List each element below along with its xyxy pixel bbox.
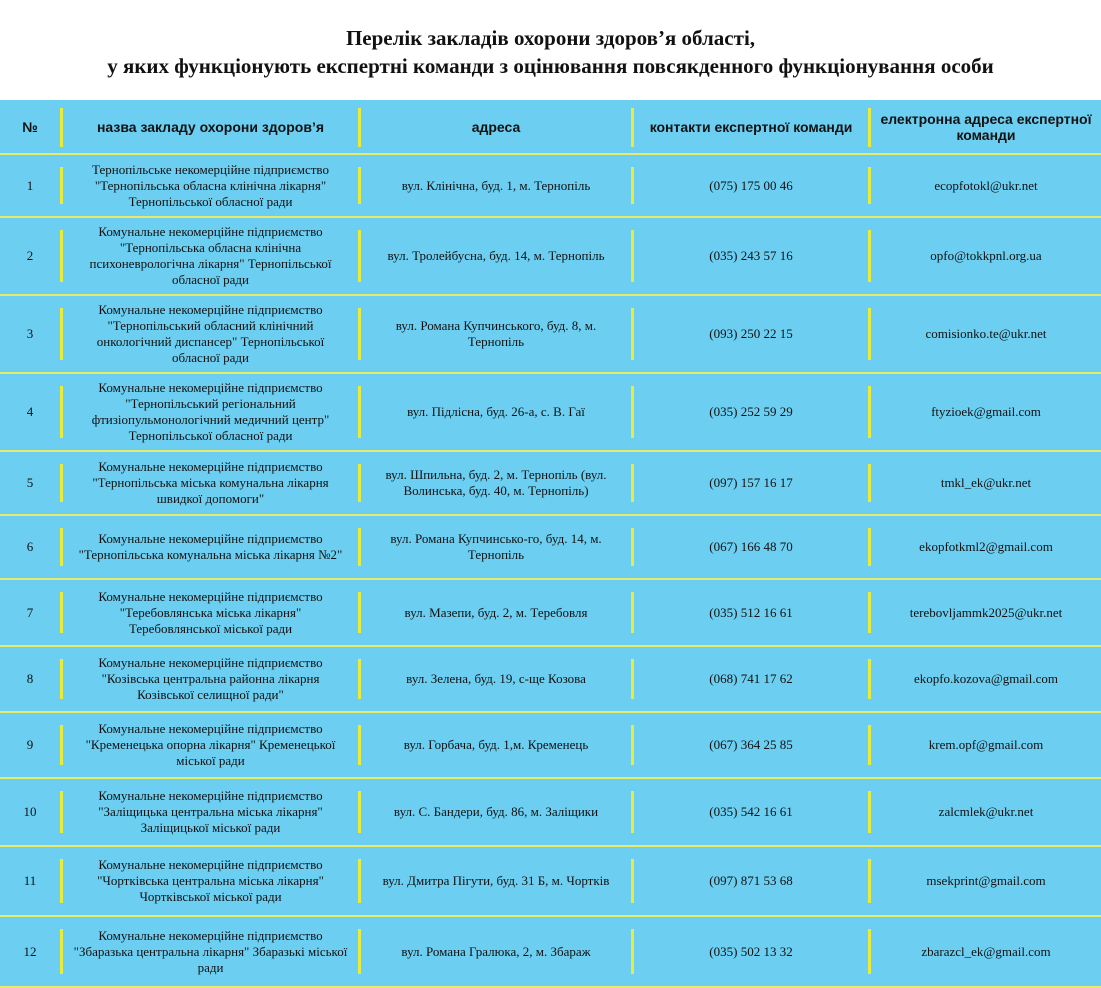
team-phone: (068) 741 17 62 (709, 671, 793, 686)
table-row (0, 218, 1101, 296)
row-number: 4 (26, 404, 34, 419)
team-email: zalcmlek@ukr.net (938, 804, 1034, 819)
table-row (0, 847, 1101, 917)
facility-address: вул. Романа Купчинського, буд. 8, м. Тернопіль (395, 318, 597, 349)
team-email: zbarazcl_ek@gmail.com (921, 943, 1051, 959)
facility-address: вул. Клінічна, буд. 1, м. Тернопіль (401, 177, 591, 193)
facility-name: Комунальне некомерційне підприємство "Тернопільська комунальна міська лікарня №2" (78, 531, 343, 562)
facility-name: Комунальне некомерційне підприємство "Тернопільська обласна клінічна психоневрологічна лікарня" Тернопільської обласної ради (89, 224, 332, 287)
team-phone: (097) 871 53 68 (709, 873, 793, 888)
facility-name: Комунальне некомерційне підприємство "Збаразька центральна лікарня" Збаразькі міської ради (73, 927, 348, 975)
facilities-table (0, 100, 1101, 988)
team-email: terebovljammk2025@ukr.net (909, 604, 1063, 620)
team-email: opfo@tokkpnl.org.ua (930, 248, 1042, 263)
table-row (0, 917, 1101, 988)
row-number: 12 (23, 943, 37, 959)
row-number: 8 (26, 671, 34, 686)
table-row (0, 580, 1101, 647)
team-phone: (035) 512 16 61 (709, 604, 793, 620)
facility-address: вул. Зелена, буд. 19, с-ще Козова (406, 671, 586, 686)
team-phone: (067) 364 25 85 (709, 737, 793, 752)
table-row (0, 374, 1101, 452)
row-number: 3 (26, 326, 34, 341)
row-number: 7 (26, 604, 34, 620)
team-email: krem.opf@gmail.com (928, 737, 1044, 752)
header-email: електронна адреса експертної команди (880, 110, 1092, 143)
table-header (0, 100, 1101, 155)
team-email: ekopfotkml2@gmail.com (919, 539, 1053, 554)
facility-address: вул. Дмитра Пігути, буд. 31 Б, м. Чортків (382, 873, 610, 888)
team-phone: (035) 542 16 61 (709, 804, 793, 819)
team-phone: (035) 252 59 29 (709, 404, 793, 419)
table-row (0, 779, 1101, 847)
facility-name: Комунальне некомерційне підприємство "Тернопільський обласний клінічний онкологічний диспансер" Тернопільської обласної ради (96, 302, 325, 365)
row-number: 5 (26, 475, 34, 490)
team-email: tmkl_ek@ukr.net (940, 475, 1032, 490)
team-email: ekopfo.kozova@gmail.com (913, 671, 1059, 686)
team-phone: (067) 166 48 70 (709, 539, 793, 554)
facility-name: Комунальне некомерційне підприємство "Козівська центральна районна лікарня Козівської селищної ради" (98, 655, 323, 702)
title-line-1: Перелік закладів охорони здоров’я області, (345, 26, 756, 50)
facility-address: вул. Романа Гралюка, 2, м. Збараж (401, 943, 591, 959)
facility-name: Комунальне некомерційне підприємство "Теребовлянська міська лікарня" Теребовлянської міської ради (98, 588, 323, 636)
facility-name: Тернопільське некомерційне підприємство "Тернопільська обласна клінічна лікарня" Тернопільської обласної ради (92, 161, 329, 209)
facility-name: Комунальне некомерційне підприємство "Тернопільська міська комунальна лікарня швидкої допомоги" (92, 459, 329, 506)
row-number: 1 (26, 177, 34, 193)
facility-address: вул. Романа Купчинсько-го, буд. 14, м. Тернопіль (390, 531, 602, 562)
team-phone: (093) 250 22 15 (709, 326, 793, 341)
team-email: msekprint@gmail.com (926, 873, 1046, 888)
facility-name: Комунальне некомерційне підприємство "Заліщицька центральна міська лікарня" Заліщицької міської ради (98, 788, 323, 835)
row-number: 6 (26, 539, 34, 554)
header-name: назва закладу охорони здоров’я (96, 118, 325, 135)
facility-name: Комунальне некомерційне підприємство "Кременецька опорна лікарня" Кременецької міської ради (85, 721, 336, 768)
team-email: ftyzioek@gmail.com (931, 404, 1041, 419)
facility-address: вул. Шпильна, буд. 2, м. Тернопіль (вул. Волинська, буд. 40, м. Тернопіль) (385, 467, 607, 498)
row-number: 2 (26, 248, 34, 263)
team-phone: (035) 502 13 32 (709, 943, 793, 959)
facility-address: вул. Мазепи, буд. 2, м. Теребовля (404, 604, 588, 620)
table-row (0, 516, 1101, 580)
facility-address: вул. С. Бандери, буд. 86, м. Заліщики (393, 804, 599, 819)
facility-name: Комунальне некомерційне підприємство "Чортківська центральна міська лікарня" Чортківської міської ради (97, 857, 324, 904)
title-line-2: у яких функціонують експертні команди з оцінювання повсякденного функціонування особи (107, 54, 994, 78)
facility-address: вул. Горбача, буд. 1,м. Кременець (403, 737, 589, 752)
page-title (0, 0, 1101, 100)
team-email: ecopfotokl@ukr.net (934, 177, 1038, 193)
facility-address: вул. Тролейбусна, буд. 14, м. Тернопіль (387, 248, 605, 263)
row-number: 11 (23, 873, 37, 888)
team-phone: (097) 157 16 17 (709, 475, 793, 490)
header-contacts: контакти експертної команди (649, 118, 853, 135)
row-number: 10 (23, 804, 37, 819)
table-row (0, 155, 1101, 218)
team-phone: (035) 243 57 16 (709, 248, 793, 263)
table-row (0, 452, 1101, 516)
row-number: 9 (26, 737, 34, 752)
team-phone: (075) 175 00 46 (709, 177, 793, 193)
table-row (0, 713, 1101, 779)
table-row (0, 296, 1101, 374)
table-row (0, 647, 1101, 713)
header-address: адреса (471, 118, 521, 135)
team-email: comisionko.te@ukr.net (925, 326, 1047, 341)
header-number: № (22, 118, 38, 135)
facility-name: Комунальне некомерційне підприємство "Тернопільський регіональний фтизіопульмонологічний медичний центр" Тернопільської обласної ради (91, 380, 330, 443)
facility-address: вул. Підлісна, буд. 26-а, с. В. Гаї (407, 404, 585, 419)
